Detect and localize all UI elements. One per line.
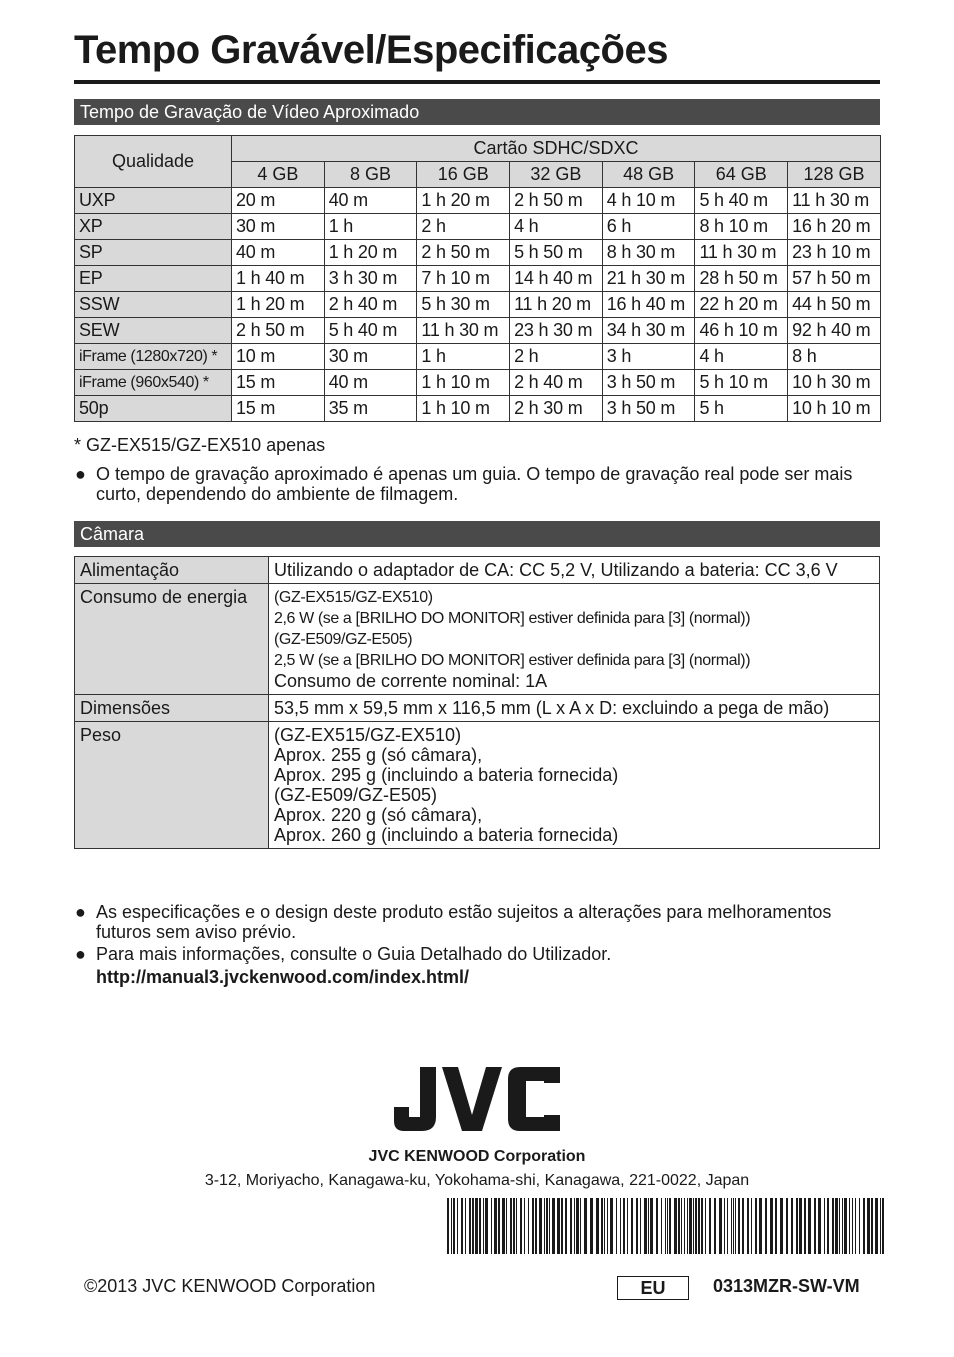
table-row (75, 370, 881, 396)
table-cell: 2 h 30 m (510, 396, 603, 422)
table-cell: 16 h 40 m (602, 292, 695, 318)
table-row (75, 292, 881, 318)
corporation-address: 3-12, Moriyacho, Kanagawa-ku, Yokohama-shi, Kanagawa, 221-0022, Japan (204, 1172, 750, 1189)
spec-line: Consumo de corrente nominal: 1A (274, 671, 548, 691)
quality-header: Qualidade (75, 136, 232, 188)
table-cell: 8 h (788, 344, 881, 370)
camera-spec-table (74, 556, 880, 849)
table-cell: 2 h 50 m (417, 240, 510, 266)
table-cell: 1 h 40 m (232, 266, 325, 292)
table-cell: 15 m (232, 370, 325, 396)
spec-label: Alimentação (75, 557, 269, 584)
table-cell: 8 h 30 m (602, 240, 695, 266)
table-cell: 5 h 40 m (324, 318, 417, 344)
note-text: As especificações e o design deste produto estão sujeitos a alterações para melhoramentos futuros sem aviso prévio. (96, 902, 832, 942)
capacity-header: 48 GB (602, 162, 695, 188)
table-cell: 35 m (324, 396, 417, 422)
table-cell: 30 m (232, 214, 325, 240)
table-cell: 2 h (417, 214, 510, 240)
spec-line: Aprox. 260 g (incluindo a bateria fornecida) (274, 825, 619, 845)
table-cell: 1 h 20 m (417, 188, 510, 214)
spec-row-weight (75, 722, 880, 849)
jvc-logo (394, 1065, 560, 1133)
table-cell: 21 h 30 m (602, 266, 695, 292)
corporation-name: JVC KENWOOD Corporation (368, 1148, 586, 1165)
quality-label: EP (75, 266, 232, 292)
capacity-header: 8 GB (324, 162, 417, 188)
table-cell: 2 h 40 m (324, 292, 417, 318)
copyright-text: ©2013 JVC KENWOOD Corporation (84, 1276, 376, 1296)
table-cell: 4 h (510, 214, 603, 240)
table-row (75, 318, 881, 344)
spec-label: Consumo de energia (75, 584, 269, 695)
table-cell: 34 h 30 m (602, 318, 695, 344)
quality-label: SSW (75, 292, 232, 318)
table-cell: 11 h 30 m (695, 240, 788, 266)
table-cell: 11 h 30 m (417, 318, 510, 344)
capacity-header: 128 GB (788, 162, 881, 188)
table-cell: 11 h 20 m (510, 292, 603, 318)
table-cell: 8 h 10 m (695, 214, 788, 240)
table-row (75, 266, 881, 292)
table-cell: 23 h 30 m (510, 318, 603, 344)
region-badge: EU (617, 1276, 689, 1300)
capacity-header: 64 GB (695, 162, 788, 188)
spec-value (269, 722, 880, 849)
table-cell: 3 h (602, 344, 695, 370)
capacity-header: 32 GB (510, 162, 603, 188)
table-cell: 23 h 10 m (788, 240, 881, 266)
spec-row-consumption (75, 584, 880, 695)
table-cell: 5 h 40 m (695, 188, 788, 214)
spec-line: Aprox. 255 g (só câmara), (274, 745, 483, 765)
card-header: Cartão SDHC/SDXC (232, 136, 881, 162)
spec-line: 2,6 W (se a [BRILHO DO MONITOR] estiver definida para [3] (normal)) (274, 610, 751, 627)
spec-value (269, 584, 880, 695)
spec-value: 53,5 mm x 59,5 mm x 116,5 mm (L x A x D: excluindo a pega de mão) (269, 695, 880, 722)
table-cell: 14 h 40 m (510, 266, 603, 292)
table-cell: 1 h 20 m (324, 240, 417, 266)
table-cell: 1 h (324, 214, 417, 240)
note-text: O tempo de gravação aproximado é apenas um guia. O tempo de gravação real pode ser mais curto, dependendo do ambiente de filmagem. (96, 464, 853, 504)
table-cell: 10 m (232, 344, 325, 370)
spec-line: 2,5 W (se a [BRILHO DO MONITOR] estiver definida para [3] (normal)) (274, 652, 751, 669)
recording-rows (75, 188, 881, 422)
quality-label: iFrame (1280x720) * (75, 344, 232, 370)
quality-label: iFrame (960x540) * (75, 370, 232, 396)
table-cell: 7 h 10 m (417, 266, 510, 292)
table-cell: 46 h 10 m (695, 318, 788, 344)
table-cell: 5 h 10 m (695, 370, 788, 396)
spec-line: (GZ-EX515/GZ-EX510) (274, 725, 462, 745)
bullet-icon: ● (75, 902, 86, 922)
table-cell: 2 h 40 m (510, 370, 603, 396)
table-cell: 11 h 30 m (788, 188, 881, 214)
bullet-icon: ● (75, 464, 86, 484)
spec-line: (GZ-EX515/GZ-EX510) (274, 589, 433, 606)
table-cell: 5 h 30 m (417, 292, 510, 318)
table-cell: 1 h 20 m (232, 292, 325, 318)
table-cell: 2 h (510, 344, 603, 370)
recording-section-title: Tempo de Gravação de Vídeo Aproximado (74, 99, 880, 125)
table-cell: 1 h (417, 344, 510, 370)
spec-label: Dimensões (75, 695, 269, 722)
manual-url-link[interactable]: http://manual3.jvckenwood.com/index.html/ (96, 967, 470, 987)
spec-line: (GZ-E509/GZ-E505) (274, 631, 413, 648)
table-cell: 16 h 20 m (788, 214, 881, 240)
table-cell: 15 m (232, 396, 325, 422)
barcode-image (447, 1198, 884, 1254)
model-footnote: * GZ-EX515/GZ-EX510 apenas (74, 435, 326, 455)
table-row (75, 188, 881, 214)
table-cell: 10 h 10 m (788, 396, 881, 422)
quality-label: SP (75, 240, 232, 266)
spec-label: Peso (75, 722, 269, 849)
table-cell: 3 h 50 m (602, 370, 695, 396)
title-underline (74, 80, 880, 84)
table-cell: 44 h 50 m (788, 292, 881, 318)
table-cell: 1 h 10 m (417, 396, 510, 422)
table-cell: 5 h (695, 396, 788, 422)
spec-row-dimensions (75, 695, 880, 722)
table-cell: 5 h 50 m (510, 240, 603, 266)
table-row (75, 396, 881, 422)
table-cell: 4 h (695, 344, 788, 370)
table-cell: 40 m (324, 370, 417, 396)
quality-label: SEW (75, 318, 232, 344)
capacity-header: 16 GB (417, 162, 510, 188)
table-cell: 28 h 50 m (695, 266, 788, 292)
table-cell: 6 h (602, 214, 695, 240)
table-cell: 2 h 50 m (510, 188, 603, 214)
quality-label: UXP (75, 188, 232, 214)
document-code: 0313MZR-SW-VM (713, 1276, 860, 1296)
table-cell: 10 h 30 m (788, 370, 881, 396)
spec-change-note (75, 902, 885, 944)
table-cell: 40 m (232, 240, 325, 266)
table-cell: 30 m (324, 344, 417, 370)
table-cell: 92 h 40 m (788, 318, 881, 344)
table-row (75, 214, 881, 240)
recording-time-table (74, 135, 881, 422)
table-cell: 3 h 50 m (602, 396, 695, 422)
table-cell: 2 h 50 m (232, 318, 325, 344)
table-cell: 22 h 20 m (695, 292, 788, 318)
table-cell: 1 h 10 m (417, 370, 510, 396)
quality-label: 50p (75, 396, 232, 422)
bullet-icon: ● (75, 944, 86, 964)
table-cell: 40 m (324, 188, 417, 214)
table-row (75, 240, 881, 266)
table-cell: 57 h 50 m (788, 266, 881, 292)
page-title: Tempo Gravável/Especificações (74, 28, 668, 72)
camera-section-title: Câmara (74, 521, 880, 547)
recording-guide-note (75, 464, 885, 508)
spec-value: Utilizando o adaptador de CA: CC 5,2 V, Utilizando a bateria: CC 3,6 V (269, 557, 880, 584)
capacity-header: 4 GB (232, 162, 325, 188)
quality-label: XP (75, 214, 232, 240)
table-cell: 4 h 10 m (602, 188, 695, 214)
spec-line: (GZ-E509/GZ-E505) (274, 785, 438, 805)
table-row (75, 344, 881, 370)
note-text: Para mais informações, consulte o Guia Detalhado do Utilizador. (96, 944, 612, 964)
spec-row-power (75, 557, 880, 584)
table-cell: 20 m (232, 188, 325, 214)
spec-line: Aprox. 220 g (só câmara), (274, 805, 483, 825)
more-info-note (75, 944, 885, 966)
spec-line: Aprox. 295 g (incluindo a bateria fornecida) (274, 765, 619, 785)
table-cell: 3 h 30 m (324, 266, 417, 292)
